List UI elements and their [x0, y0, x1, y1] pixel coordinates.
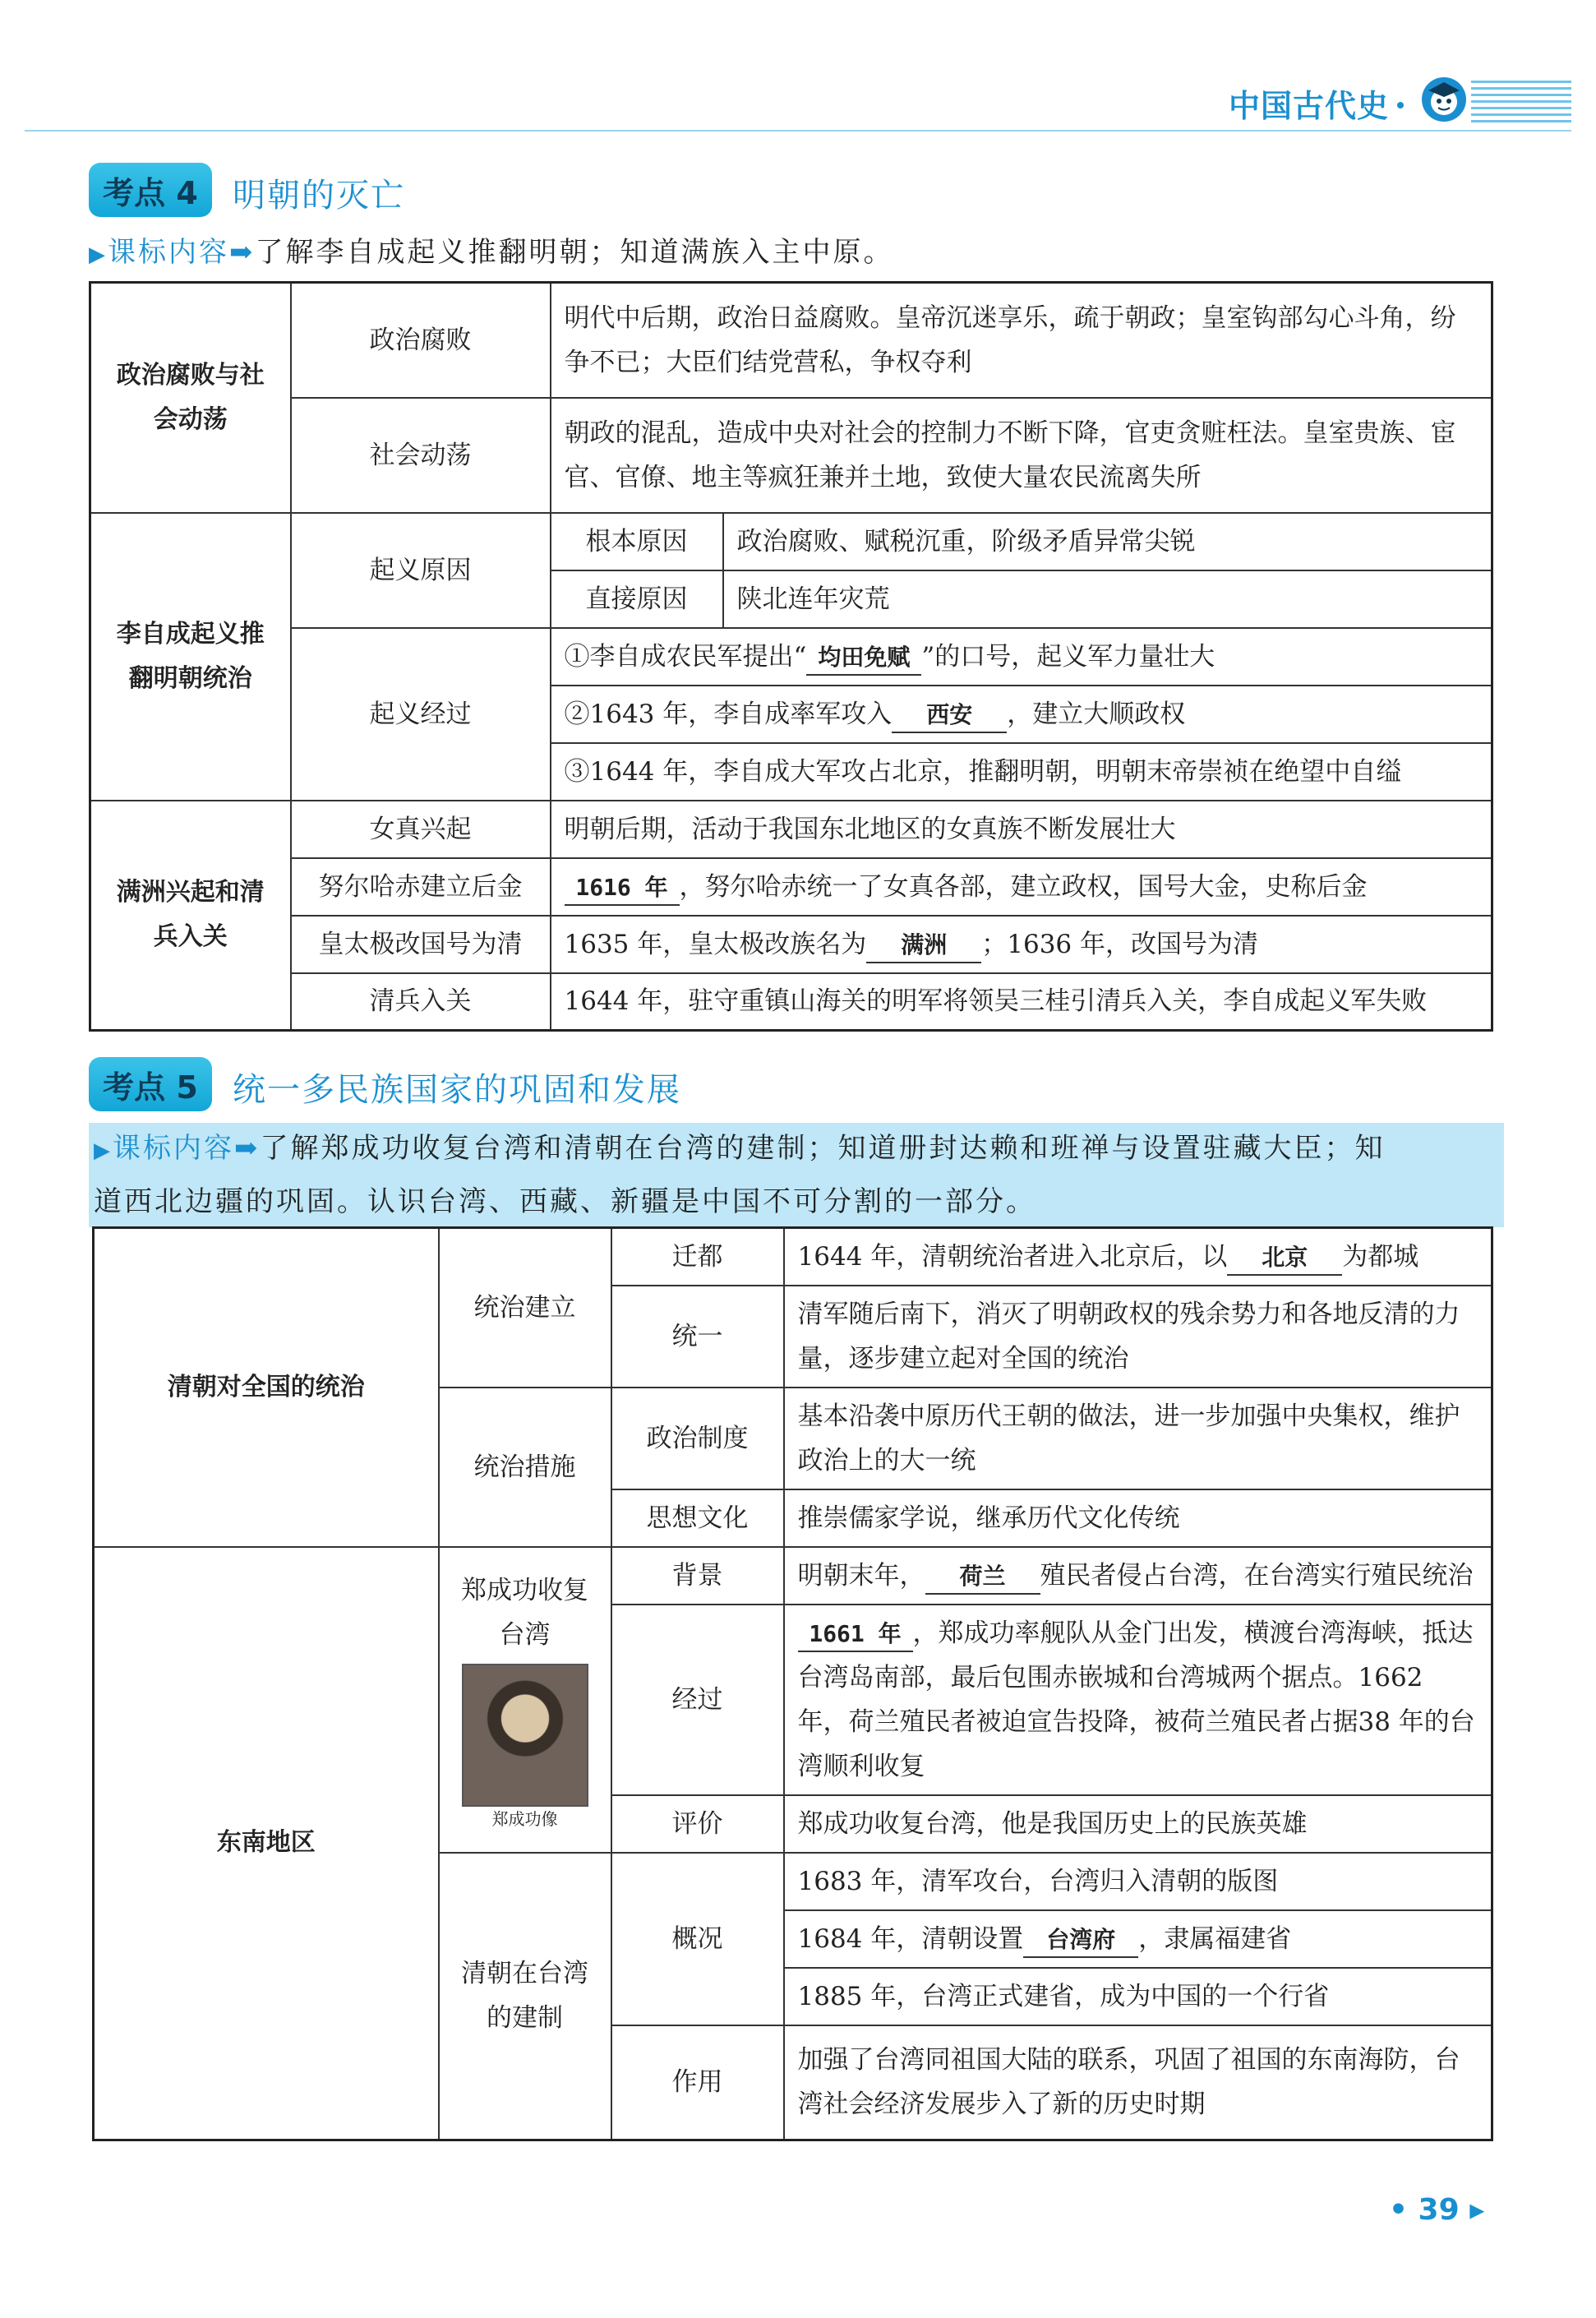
- header-divider: [25, 130, 1571, 132]
- sub-label: 作用: [611, 2025, 784, 2140]
- arrow-icon: ➡: [234, 1132, 261, 1165]
- row-label: 起义原因: [291, 513, 551, 628]
- book-section-title: 中国古代史: [1229, 88, 1390, 124]
- row-text: 朝政的混乱，造成中央对社会的控制力不断下降，官吏贪赃枉法。皇室贵族、宦官、官僚、地主等疯狂兼并土地，致使大量农民流离失所: [551, 398, 1492, 513]
- group-label: 李自成起义推翻明朝统治: [90, 513, 291, 801]
- row-label: 清兵入关: [291, 973, 551, 1031]
- curriculum-standard: [89, 227, 1494, 280]
- unification-table: [92, 1226, 1493, 2141]
- row-text: ①李自成农民军提出“ 均田免赋 ”的口号，起义军力量壮大: [551, 628, 1492, 686]
- curriculum-standard: [89, 1123, 1504, 1227]
- standard-text: 道西北边疆的巩固。认识台湾、西藏、新疆是中国不可分割的一部分。: [94, 1185, 1036, 1218]
- row-text: 1616 年 ，努尔哈赤统一了女真各部，建立政权，国号大金，史称后金: [551, 858, 1492, 916]
- standard-text: 了解郑成功收复台湾和清朝在台湾的建制；知道册封达赖和班禅与设置驻藏大臣；知: [260, 1132, 1386, 1165]
- group-label: 东南地区: [94, 1547, 439, 2140]
- row-text: 1885 年，台湾正式建省，成为中国的一个行省: [784, 1968, 1492, 2025]
- handwritten-answer: 北京: [1227, 1241, 1342, 1276]
- row-label: [439, 1547, 611, 1853]
- sub-label: 迁都: [611, 1228, 784, 1286]
- row-text: 1644 年，驻守重镇山海关的明军将领吴三桂引清兵入关，李自成起义军失败: [551, 973, 1492, 1031]
- handwritten-answer: 满洲: [866, 929, 981, 963]
- row-text: 1644 年，清朝统治者进入北京后，以 北京 为都城: [784, 1228, 1492, 1286]
- handwritten-answer: 均田免赋: [806, 641, 921, 676]
- row-text: ②1643 年，李自成率军攻入 西安 ，建立大顺政权: [551, 686, 1492, 743]
- row-label: 清朝在台湾的建制: [439, 1853, 611, 2140]
- zheng-label: 郑成功收复台湾: [461, 1575, 588, 1650]
- section-5-header: [89, 1057, 1486, 1116]
- sub-label: 根本原因: [551, 513, 723, 570]
- sub-label: 概况: [611, 1853, 784, 2025]
- row-text: 加强了台湾同祖国大陆的联系，巩固了祖国的东南海防，台湾社会经济发展步入了新的历史时期: [784, 2025, 1492, 2140]
- sub-label: 直接原因: [551, 570, 723, 628]
- section-4-header: [89, 163, 1486, 222]
- row-text: 清军随后南下，消灭了明朝政权的残余势力和各地反清的力量，逐步建立起对全国的统治: [784, 1286, 1492, 1388]
- header-dot: [1397, 102, 1404, 109]
- sub-label: 评价: [611, 1795, 784, 1853]
- row-text: 基本沿袭中原历代王朝的做法，进一步加强中央集权，维护政治上的大一统: [784, 1388, 1492, 1489]
- zheng-chenggong-portrait: [462, 1664, 588, 1807]
- sub-label: 政治制度: [611, 1388, 784, 1489]
- section-badge: 考点 5: [89, 1057, 212, 1111]
- arrow-icon: ➡: [229, 236, 256, 269]
- sub-label: 统一: [611, 1286, 784, 1388]
- handwritten-answer: 1661 年: [798, 1618, 913, 1652]
- triangle-icon: ▶: [94, 1138, 113, 1163]
- row-text: 明代中后期，政治日益腐败。皇帝沉迷享乐，疏于朝政；皇室钩部勾心斗角，纷争不已；大臣们结党营私，争权夺利: [551, 283, 1492, 398]
- row-label: 政治腐败: [291, 283, 551, 398]
- student-mascot-icon: [1420, 76, 1468, 123]
- section-title: 统一多民族国家的巩固和发展: [233, 1071, 681, 1109]
- row-text: 推崇儒家学说，继承历代文化传统: [784, 1489, 1492, 1547]
- standard-label: 课标内容: [108, 236, 229, 269]
- row-label: 努尔哈赤建立后金: [291, 858, 551, 916]
- handwritten-answer: 西安: [892, 699, 1007, 733]
- header-stripes: [1471, 81, 1571, 125]
- standard-label: 课标内容: [113, 1132, 234, 1165]
- row-label: 统治措施: [439, 1388, 611, 1547]
- sub-label: 经过: [611, 1605, 784, 1795]
- row-label: 统治建立: [439, 1228, 611, 1388]
- section-badge: 考点 4: [89, 163, 212, 217]
- row-label: 社会动荡: [291, 398, 551, 513]
- row-text: 1683 年，清军攻台，台湾归入清朝的版图: [784, 1853, 1492, 1910]
- section-title: 明朝的灭亡: [233, 177, 405, 215]
- row-text: 陕北连年灾荒: [723, 570, 1492, 628]
- row-text: 政治腐败、赋税沉重，阶级矛盾异常尖锐: [723, 513, 1492, 570]
- page-number: • 39 ▸: [1389, 2193, 1485, 2227]
- group-label: 清朝对全国的统治: [94, 1228, 439, 1547]
- group-label: 政治腐败与社会动荡: [90, 283, 291, 513]
- row-label: 起义经过: [291, 628, 551, 801]
- group-label: 满洲兴起和清兵入关: [90, 801, 291, 1031]
- handwritten-answer: 台湾府: [1023, 1923, 1138, 1958]
- row-text: 明朝后期，活动于我国东北地区的女真族不断发展壮大: [551, 801, 1492, 858]
- row-text: ③1644 年，李自成大军攻占北京，推翻明朝，明朝末帝崇祯在绝望中自缢: [551, 743, 1492, 801]
- row-text: 1635 年，皇太极改族名为 满洲 ；1636 年，改国号为清: [551, 916, 1492, 973]
- sub-label: 思想文化: [611, 1489, 784, 1547]
- ming-fall-table: [89, 281, 1493, 1032]
- triangle-icon: ▶: [89, 242, 108, 267]
- portrait-caption: 郑成功像: [491, 1808, 558, 1829]
- row-label: 皇太极改国号为清: [291, 916, 551, 973]
- row-text: 1684 年，清朝设置 台湾府 ，隶属福建省: [784, 1910, 1492, 1968]
- handwritten-answer: 荷兰: [925, 1560, 1040, 1595]
- standard-text: 了解李自成起义推翻明朝；知道满族入主中原。: [255, 236, 894, 269]
- handwritten-answer: 1616 年: [565, 871, 680, 906]
- row-text: 郑成功收复台湾，他是我国历史上的民族英雄: [784, 1795, 1492, 1853]
- sub-label: 背景: [611, 1547, 784, 1605]
- row-label: 女真兴起: [291, 801, 551, 858]
- row-text: 1661 年 ，郑成功率舰队从金门出发，横渡台湾海峡，抵达台湾岛南部，最后包围赤嵌城和台湾城两个据点。1662 年，荷兰殖民者被迫宣告投降，被荷兰殖民者占据38 年的台湾顺利收复: [784, 1605, 1492, 1795]
- row-text: 明朝末年， 荷兰 殖民者侵占台湾，在台湾实行殖民统治: [784, 1547, 1492, 1605]
